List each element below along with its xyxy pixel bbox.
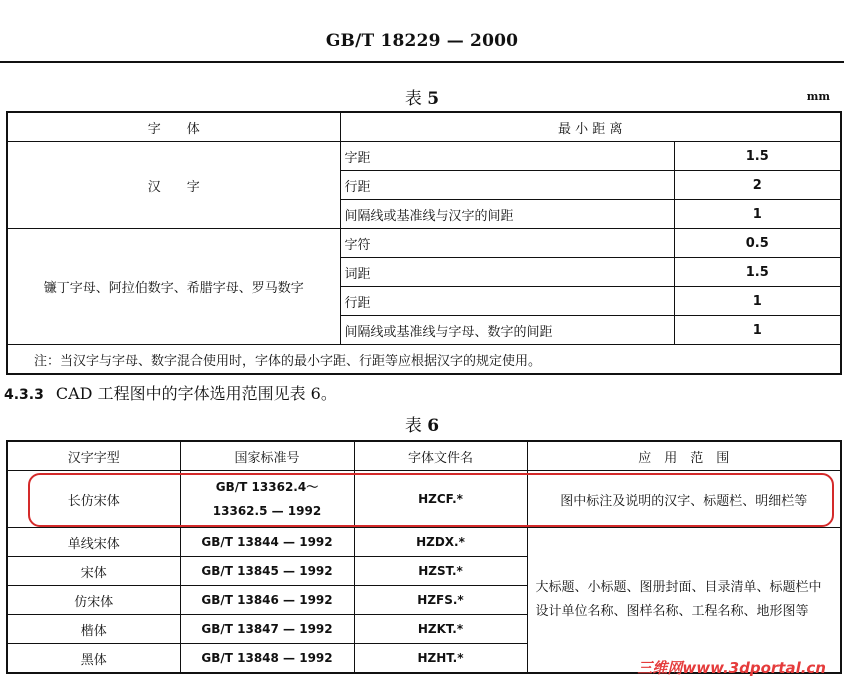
site-watermark: 三维网www.3dportal.cn <box>637 659 826 677</box>
table6-font: 长仿宋体 <box>7 471 180 528</box>
table5-header-font: 字 体 <box>7 112 340 142</box>
table6-standard: GB/T 13846 — 1992 <box>180 586 354 615</box>
table6-standard-line1: GB/T 13362.4～ <box>215 480 319 494</box>
table5-title-number: 5 <box>427 89 440 109</box>
table6-file: HZST.* <box>354 557 527 586</box>
table-row <box>7 142 841 171</box>
table6-shared-scope: 大标题、小标题、图册封面、目录清单、标题栏中设计单位名称、图样名称、工程名称、地形图等 <box>527 528 841 674</box>
table6-file: HZCF.* <box>354 471 527 528</box>
table6-title <box>380 411 464 436</box>
table5-header-row <box>7 112 841 142</box>
table5-group-font: 汉 字 <box>7 142 340 229</box>
table5-header-min-distance: 最 小 距 离 <box>340 112 841 142</box>
table5-title <box>380 84 464 109</box>
table6-file: HZDX.* <box>354 528 527 557</box>
table5-value: 1 <box>674 316 841 345</box>
section-number: 4.3.3 <box>4 387 44 403</box>
table5-item: 间隔线或基准线与字母、数字的间距 <box>340 316 674 345</box>
table5-unit: mm <box>806 90 830 103</box>
table6 <box>6 440 842 674</box>
table5-group-font: 镰丁字母、阿拉伯数字、希腊字母、罗马数字 <box>7 229 340 345</box>
table-row <box>7 229 841 258</box>
table6-font: 宋体 <box>7 557 180 586</box>
table5-value: 1 <box>674 287 841 316</box>
table5-item: 间隔线或基准线与汉字的间距 <box>340 200 674 229</box>
table-row <box>7 471 841 528</box>
table6-file: HZKT.* <box>354 615 527 644</box>
table6-file: HZHT.* <box>354 644 527 674</box>
table6-scope: 图中标注及说明的汉字、标题栏、明细栏等 <box>527 471 841 528</box>
table5 <box>6 111 842 375</box>
table6-header-row <box>7 441 841 471</box>
section-paragraph <box>4 381 337 404</box>
table6-font: 楷体 <box>7 615 180 644</box>
table5-note: 注：当汉字与字母、数字混合使用时，字体的最小字距、行距等应根据汉字的规定使用。 <box>7 345 841 375</box>
table6-standard: GB/T 13845 — 1992 <box>180 557 354 586</box>
table5-title-prefix: 表 <box>404 89 422 109</box>
table6-standard-line2: 13362.5 — 1992 <box>212 504 322 518</box>
table5-value: 1.5 <box>674 258 841 287</box>
table6-header-standard: 国家标准号 <box>180 441 354 471</box>
table6-standard: GB/T 13847 — 1992 <box>180 615 354 644</box>
table6-font: 仿宋体 <box>7 586 180 615</box>
table6-font: 黑体 <box>7 644 180 674</box>
table5-value: 1.5 <box>674 142 841 171</box>
table5-item: 行距 <box>340 287 674 316</box>
table6-standard: GB/T 13844 — 1992 <box>180 528 354 557</box>
table6-title-number: 6 <box>427 416 440 436</box>
table5-value: 1 <box>674 200 841 229</box>
header-rule <box>0 61 844 63</box>
table5-item: 词距 <box>340 258 674 287</box>
table5-item: 行距 <box>340 171 674 200</box>
table6-header-font-type: 汉字字型 <box>7 441 180 471</box>
section-text: CAD 工程图中的字体选用范围见表 6。 <box>55 384 337 403</box>
table-row <box>7 528 841 557</box>
table6-standard <box>180 471 354 528</box>
table5-value: 0.5 <box>674 229 841 258</box>
table6-font: 单线宋体 <box>7 528 180 557</box>
table6-header-scope: 应 用 范 围 <box>527 441 841 471</box>
table6-header-file: 字体文件名 <box>354 441 527 471</box>
table5-note-row <box>7 345 841 375</box>
table6-standard: GB/T 13848 — 1992 <box>180 644 354 674</box>
table6-file: HZFS.* <box>354 586 527 615</box>
table6-title-prefix: 表 <box>404 416 422 436</box>
table5-value: 2 <box>674 171 841 200</box>
table5-item: 字符 <box>340 229 674 258</box>
standard-code-header: GB/T 18229 — 2000 <box>325 31 519 51</box>
table5-item: 字距 <box>340 142 674 171</box>
